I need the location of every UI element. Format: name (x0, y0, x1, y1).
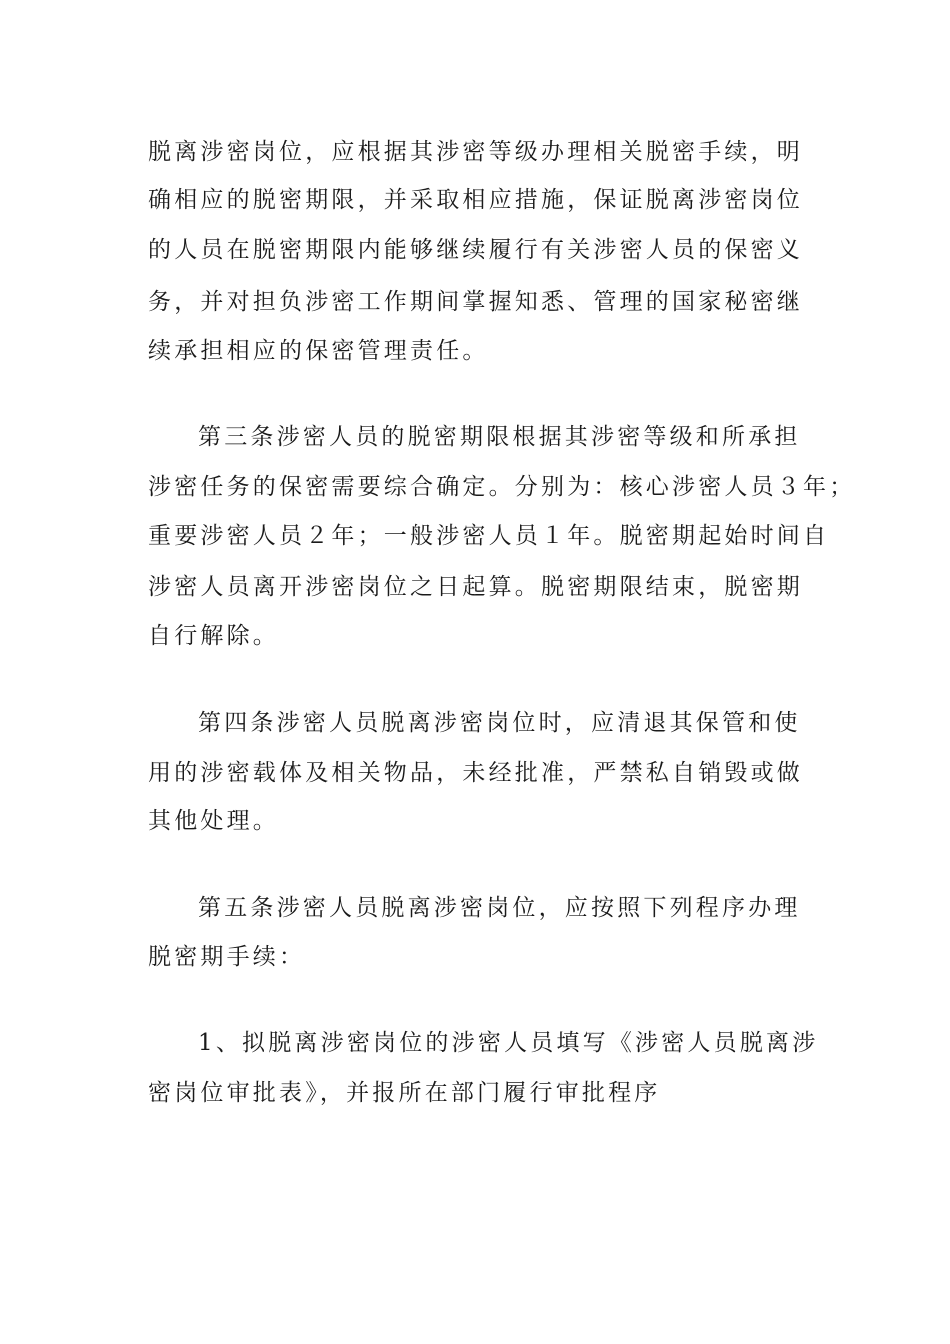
paragraph-line: 续承担相应的保密管理责任。 (148, 338, 489, 364)
paragraph-line: 涉密任务的保密需要综合确定。分别为：核心涉密人员３年； (148, 474, 856, 500)
paragraph-line: 其他处理。 (148, 808, 279, 834)
paragraph-line: 第四条涉密人员脱离涉密岗位时，应清退其保管和使 (198, 710, 801, 736)
paragraph-line: 第三条涉密人员的脱密期限根据其涉密等级和所承担 (198, 424, 801, 450)
paragraph-line: 1、拟脱离涉密岗位的涉密人员填写《涉密人员脱离涉 (198, 1030, 819, 1056)
paragraph-line: 务，并对担负涉密工作期间掌握知悉、管理的国家秘密继 (148, 289, 803, 315)
paragraph-line: 脱离涉密岗位，应根据其涉密等级办理相关脱密手续，明 (148, 139, 803, 165)
paragraph-line: 自行解除。 (148, 623, 279, 649)
paragraph-line: 脱密期手续： (148, 944, 306, 970)
paragraph-line: 确相应的脱密期限，并采取相应措施，保证脱离涉密岗位 (148, 187, 803, 213)
paragraph-line: 第五条涉密人员脱离涉密岗位，应按照下列程序办理 (198, 895, 801, 921)
paragraph-line: 用的涉密载体及相关物品，未经批准，严禁私自销毁或做 (148, 760, 803, 786)
paragraph-line: 密岗位审批表》，并报所在部门履行审批程序 (148, 1080, 661, 1106)
paragraph-line: 重要涉密人员２年；一般涉密人员１年。脱密期起始时间自 (148, 523, 830, 549)
paragraph-line: 的人员在脱密期限内能够继续履行有关涉密人员的保密义 (148, 237, 803, 263)
paragraph-line: 涉密人员离开涉密岗位之日起算。脱密期限结束，脱密期 (148, 574, 803, 600)
